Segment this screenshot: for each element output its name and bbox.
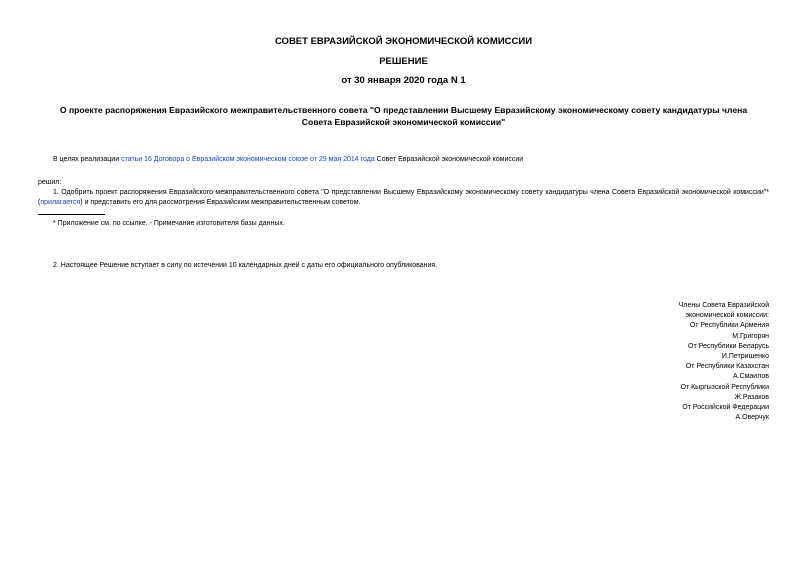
signatory-line: А.Оверчук (735, 414, 769, 422)
document-date: от 30 января 2020 года N 1 (341, 75, 466, 86)
item-1-text: 1. Одобрить проект распоряжения Евразийского межправительственного совета "О представлении Высшему Евразийскому экономическому совету кандидатуры члена Совета Евразийской экономической комиссии"* ( (38, 189, 769, 206)
signatory-line: От Республики Армения (689, 322, 769, 330)
preamble-prefix: В целях реализации (53, 156, 122, 163)
treaty-article-link[interactable]: статьи 16 Договора о Евразийском экономическом союзе от 29 мая 2014 года (121, 156, 375, 163)
signatory-line: От Республики Беларусь (688, 342, 769, 350)
signatures-heading-2: экономической комиссии: (685, 312, 769, 320)
item-1-text-end: ) и представить его для рассмотрения Евразийским межправительственным советом. (80, 198, 361, 206)
signatory-line: От Российской Федерации (682, 404, 769, 412)
decided-label: решил: (38, 179, 62, 186)
document-title-line-1: О проекте распоряжения Евразийского межправительственного совета "О представлении Высшему Евразийскому экономическому совету кандидатуры члена (59, 105, 748, 115)
signatory-line: М.Григорян (732, 332, 769, 340)
signatures-heading-1: Члены Совета Евразийской (678, 302, 769, 309)
footnote-divider (38, 214, 105, 215)
document-type: РЕШЕНИЕ (379, 56, 428, 67)
signatory-line: И.Петришенко (721, 353, 769, 361)
footnote: * Приложение см. по ссылке. - Примечание изготовителя базы данных. (53, 220, 285, 227)
document-title (0, 104, 807, 128)
council-heading: СОВЕТ ЕВРАЗИЙСКОЙ ЭКОНОМИЧЕСКОЙ КОМИССИИ (274, 36, 533, 47)
preamble-suffix: Совет Евразийской экономической комиссии (374, 156, 524, 163)
decision-item-2: 2. Настоящее Решение вступает в силу по истечении 10 календарных дней с даты его официального опубликования. (53, 262, 438, 269)
signatory-line: Ж.Разаков (734, 393, 769, 401)
signatory-line: А.Смаилов (732, 373, 769, 381)
preamble (53, 155, 523, 165)
document-title-line-2: Совета Евразийской экономической комиссии" (301, 117, 506, 127)
attachment-link[interactable]: прилагается (40, 198, 81, 206)
signatory-line: От Кыргызской Республики (680, 383, 769, 391)
decision-item-1 (38, 188, 769, 207)
signatory-line: От Республики Казахстан (685, 363, 769, 371)
signatures-block (569, 301, 769, 423)
